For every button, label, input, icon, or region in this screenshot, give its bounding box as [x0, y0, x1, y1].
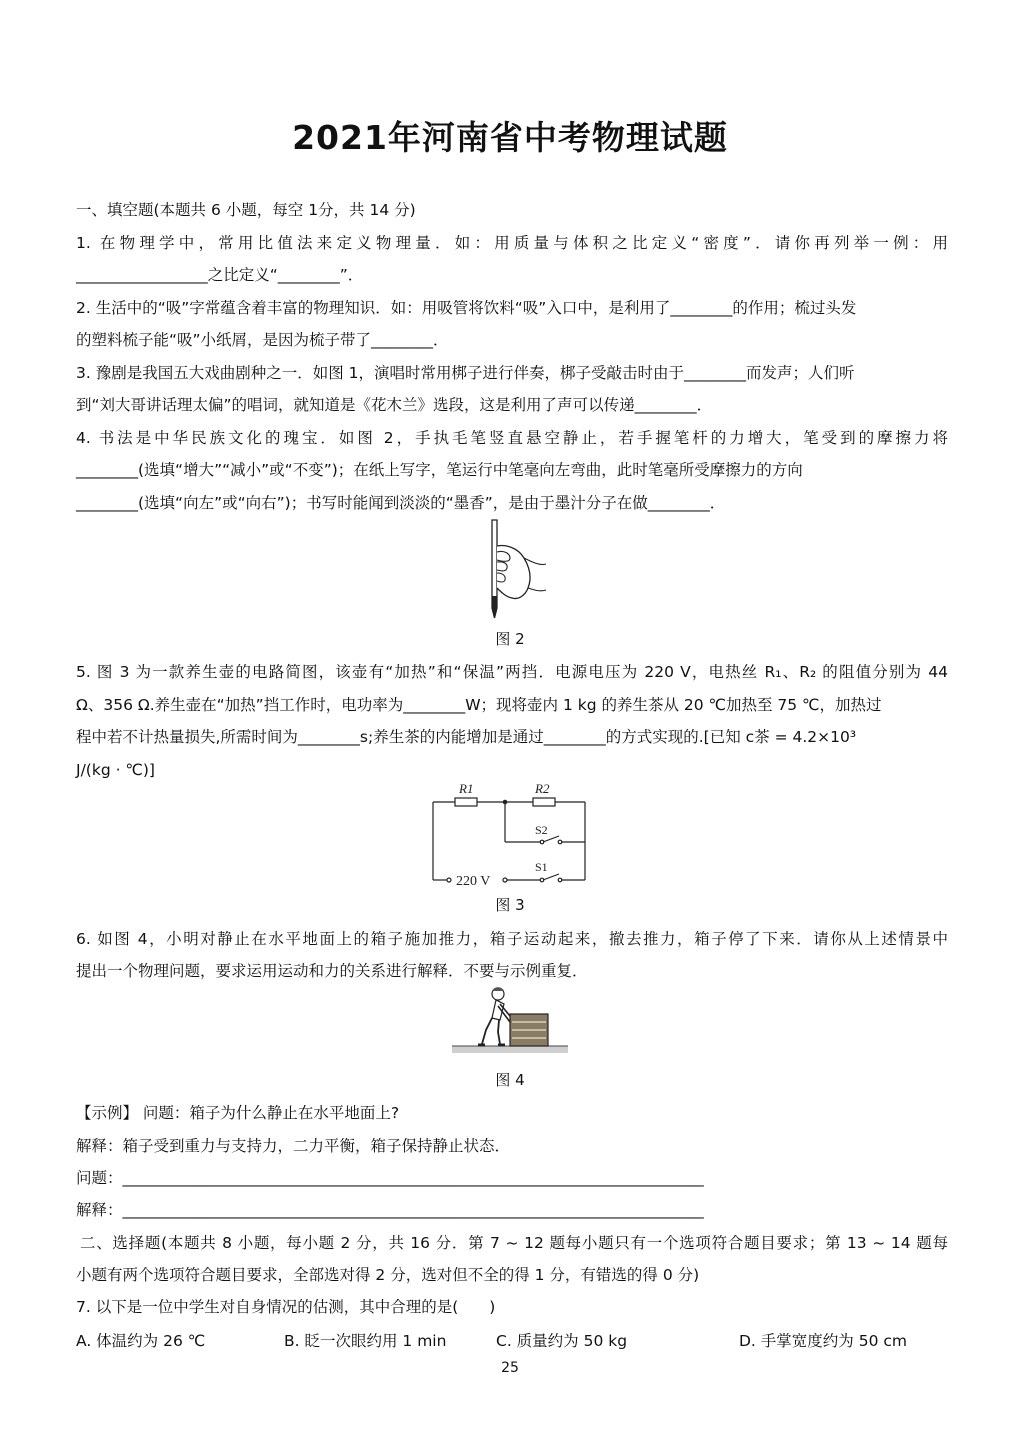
question-5-line-4: J/(kg · ℃)] — [76, 761, 155, 779]
question-5-line-1: 5. 图 3 为一款养生壶的电路简图，该壶有“加热”和“保温”两挡．电源电压为 220 V，电热丝 R₁、R₂ 的阻值分别为 44 — [76, 663, 948, 681]
figure-2-caption: 图 2 — [495, 630, 525, 648]
option-a: A. 体温约为 26 ℃ — [76, 1332, 206, 1350]
s1-label: S1 — [535, 860, 548, 874]
circuit-diagram-figure — [425, 780, 595, 892]
figure-3-caption: 图 3 — [495, 896, 525, 914]
question-4-line-1: 4. 书法是中华民族文化的瑰宝．如图 2，手执毛笔竖直悬空静止，若手握笔杆的力增大，笔受到的摩擦力将 — [76, 429, 948, 447]
s2-label: S2 — [535, 823, 548, 837]
question-5-line-2: Ω、356 Ω.养生壶在“加热”挡工作时，电功率为________W；现将壶内 1 kg 的养生茶从 20 ℃加热至 75 ℃，加热过 — [76, 696, 882, 714]
question-4-line-3: ________(选填“向左”或“向右”)；书写时能闻到淡淡的“墨香”，是由于墨汁分子在做________． — [76, 494, 726, 512]
question-2-line-2: 的塑料梳子能“吸”小纸屑，是因为梳子带了________． — [76, 331, 449, 349]
brush-hand-figure — [470, 518, 550, 620]
section1-header: 一、填空题(本题共 6 小题，每空 1分，共 14 分) — [76, 201, 416, 219]
question-7-stem: 7. 以下是一位中学生对自身情况的估测，其中合理的是( ) — [76, 1298, 496, 1316]
r1-label: R1 — [459, 781, 474, 796]
question-4-line-2: ________(选填“增大”“减小”或“不变”)；在纸上写字，笔运行中笔毫向左弯曲，此时笔毫所受摩擦力的方向 — [76, 461, 803, 479]
answer-explanation-line: 解释：___________________________________________________________________________ — [76, 1201, 704, 1219]
page-number: 25 — [501, 1360, 519, 1376]
option-b: B. 眨一次眼约用 1 min — [284, 1332, 447, 1350]
question-6-line-2: 提出一个物理问题，要求运用运动和力的关系进行解释．不要与示例重复． — [76, 962, 588, 980]
question-3-line-1: 3. 豫剧是我国五大戏曲剧种之一．如图 1，演唱时常用梆子进行伴奏，梆子受敲击时由于________而发声；人们听 — [76, 364, 855, 382]
question-1-line-1: 1. 在物理学中，常用比值法来定义物理量．如：用质量与体积之比定义“密度”．请你再列举一例：用 — [76, 234, 948, 252]
option-d: D. 手掌宽度约为 50 cm — [739, 1332, 907, 1350]
question-5-line-3: 程中若不计热量损失,所需时间为________s;养生茶的内能增加是通过________的方式实现的.[已知 c茶 = 4.2×10³ — [76, 728, 857, 746]
voltage-label: 220 V — [456, 874, 491, 889]
page-title: 2021年河南省中考物理试题 — [292, 118, 728, 157]
figure-4-caption: 图 4 — [495, 1071, 525, 1089]
question-2-line-1: 2. 生活中的“吸”字常蕴含着丰富的物理知识．如：用吸管将饮料“吸”入口中，是利用了________的作用；梳过头发 — [76, 299, 857, 317]
boy-pushing-box-figure — [452, 984, 570, 1056]
section2-header-line-2: 小题有两个选项符合题目要求，全部选对得 2 分，选对但不全的得 1 分，有错选的得 0 分) — [76, 1266, 700, 1284]
answer-question-line: 问题：___________________________________________________________________________ — [76, 1169, 704, 1187]
example-explanation: 解释：箱子受到重力与支持力，二力平衡，箱子保持静止状态． — [76, 1137, 511, 1155]
question-1-line-2: _________________之比定义“________”． — [76, 266, 364, 284]
question-3-line-2: 到“刘大哥讲话理太偏”的唱词，就知道是《花木兰》选段，这是利用了声可以传递________． — [76, 396, 713, 414]
section2-header-line-1: 二、选择题(本题共 8 小题，每小题 2 分，共 16 分．第 7 ~ 12 题每小题只有一个选项符合题目要求；第 13 ~ 14 题每 — [80, 1234, 948, 1252]
r2-label: R2 — [535, 781, 550, 796]
question-6-line-1: 6. 如图 4，小明对静止在水平地面上的箱子施加推力，箱子运动起来，撤去推力，箱子停了下来．请你从上述情景中 — [76, 930, 948, 948]
example-question: 【示例】 问题：箱子为什么静止在水平地面上? — [76, 1104, 400, 1122]
option-c: C. 质量约为 50 kg — [496, 1332, 628, 1350]
